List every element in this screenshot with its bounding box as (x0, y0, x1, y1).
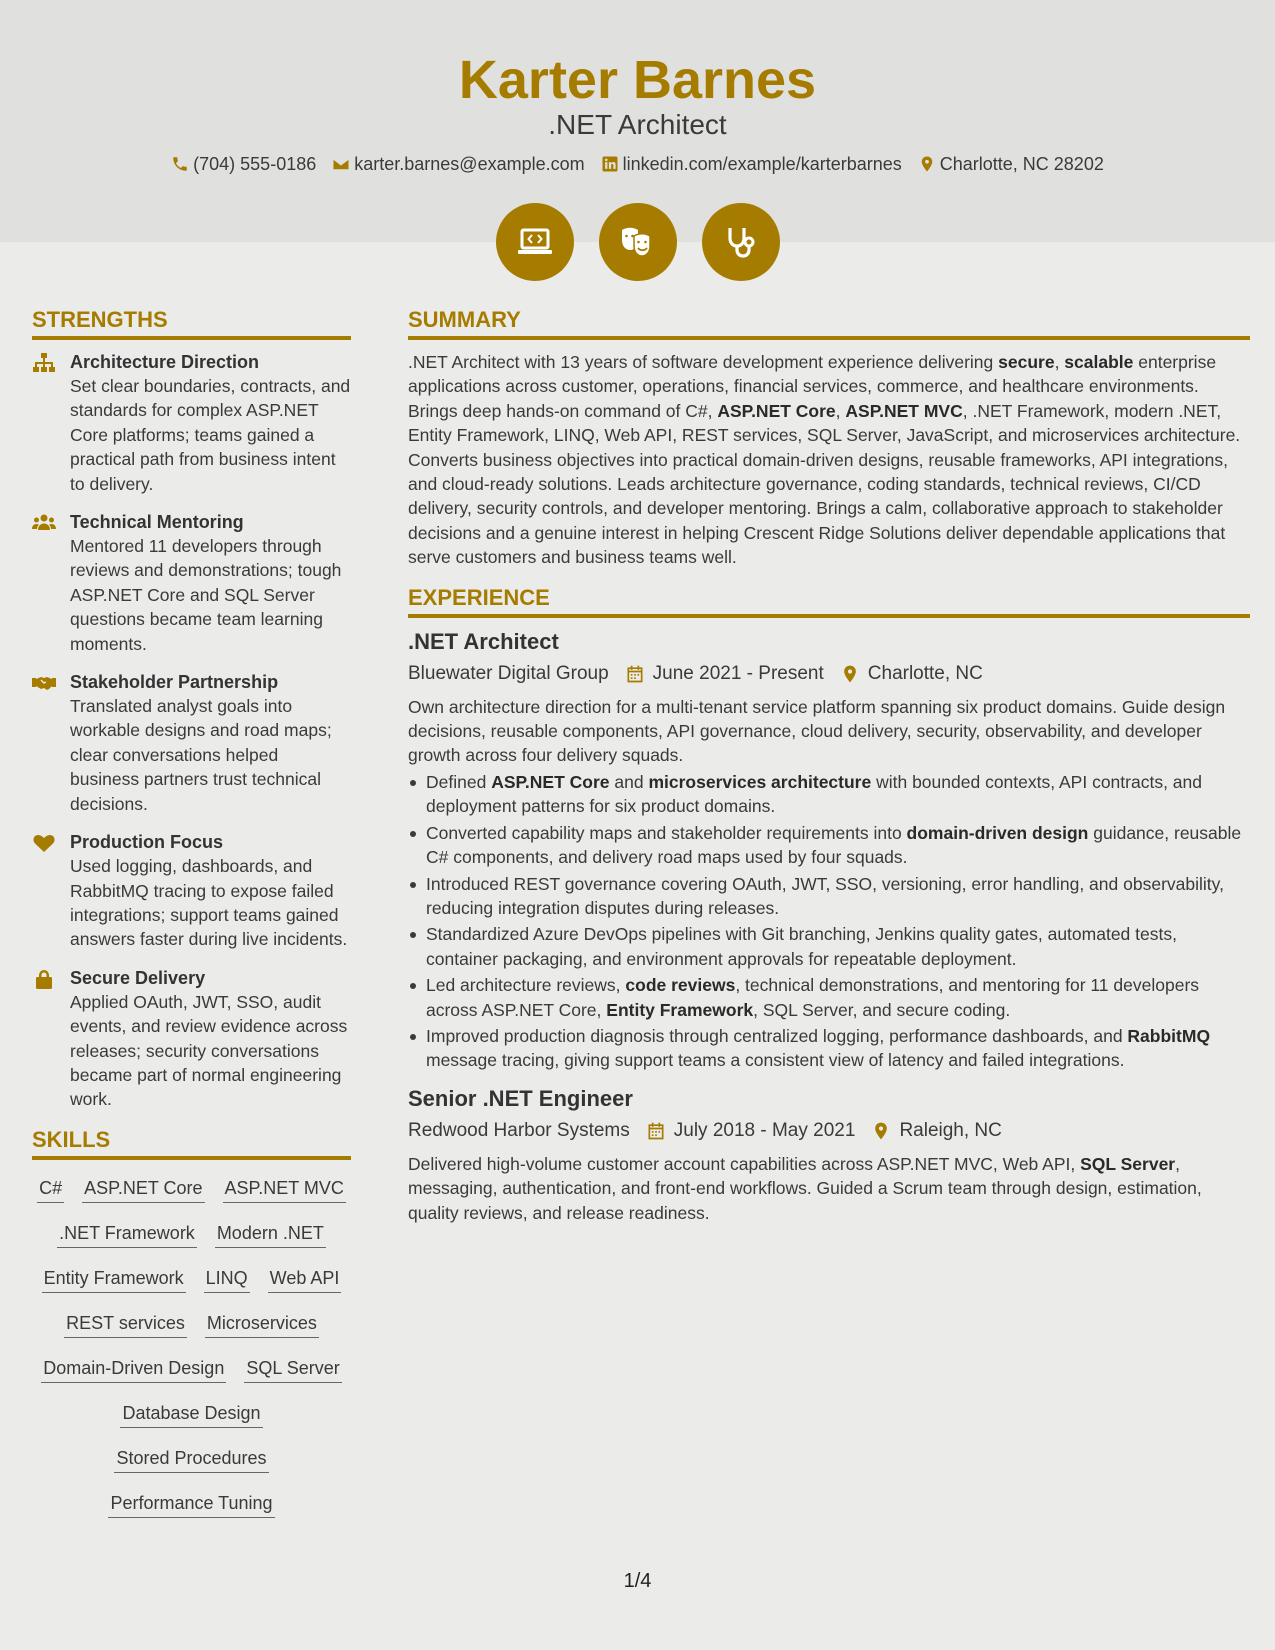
skills-list (32, 1170, 351, 1530)
list-item: Converted capability maps and stakeholder requirements into domain-driven design guidance, reusable C# components, and delivery road maps used by four squads. (408, 821, 1250, 870)
job-company: Bluewater Digital Group (408, 662, 609, 684)
skill-tag: Domain-Driven Design (41, 1356, 226, 1383)
main-content (408, 306, 1250, 1225)
badge-masks (599, 203, 677, 281)
badge-laptop (496, 203, 574, 281)
job-bullets (408, 770, 1250, 1073)
skill-tag: Database Design (120, 1401, 262, 1428)
summary-text: .NET Architect with 13 years of software development experience delivering secure, scalable enterprise applications across customer, operations, financial services, commerce, and healthcare environments. Brings deep hands-on command of C#, ASP.NET Core, ASP.NET MVC, .NET Framework, modern .NET, Entity Framework, LINQ, Web API, REST services, SQL Server, JavaScript, and microservices architecture. Converts business objectives into practical domain-driven designs, reusable frameworks, API integrations, and cloud-ready solutions. Leads architecture governance, coding standards, technical reviews, CI/CD delivery, security controls, and developer mentoring. Brings a calm, collaborative approach to stakeholder decisions and a genuine interest in helping Crescent Ridge Solutions deliver dependable applications that serve customers and business teams well. (408, 352, 1241, 568)
theater-masks-icon (618, 222, 658, 262)
list-item: Led architecture reviews, code reviews, technical demonstrations, and mentoring for 11 developers across ASP.NET Core, Entity Framework, SQL Server, and secure coding. (408, 973, 1250, 1022)
stethoscope-icon (721, 222, 761, 262)
experience-list (408, 628, 1250, 1225)
job-description: Own architecture direction for a multi-tenant service platform spanning six product domains. Guide design decisions, reusable components, API governance, cloud delivery, security, observability, and developer growth across four delivery squads. (408, 696, 1226, 766)
candidate-name: Karter Barnes (458, 50, 817, 110)
map-pin-icon (871, 1121, 891, 1141)
job-description: Delivered high-volume customer account capabilities across ASP.NET MVC, Web API, SQL Server, messaging, authentication, and front-end workflows. Guided a Scrum team through design, estimation, quality reviews, and release readiness. (408, 1153, 1202, 1223)
list-item: Introduced REST governance covering OAuth, JWT, SSO, versioning, error handling, and observability, reducing integration disputes during releases. (408, 872, 1250, 921)
handshake-icon (32, 673, 56, 693)
skills-heading: SKILLS (32, 1126, 351, 1160)
candidate-title: .NET Architect (548, 109, 727, 140)
skill-tag: ASP.NET Core (82, 1176, 204, 1203)
skill-row (32, 1350, 351, 1395)
strength-item: Production Focus Used logging, dashboards, and RabbitMQ tracing to expose failed integrations; support teams gained answers faster during live incidents. (32, 830, 351, 952)
strength-item: Architecture Direction Set clear boundaries, contracts, and standards for complex ASP.NET Core platforms; teams gained a practical path from business intent to delivery. (32, 350, 351, 496)
contact-location: Charlotte, NC 28202 (918, 152, 1104, 176)
users-icon (32, 513, 56, 533)
sitemap-icon (32, 353, 56, 373)
job-location: Charlotte, NC (840, 659, 983, 689)
map-pin-icon (918, 155, 936, 173)
contact-phone[interactable]: (704) 555-0186 (171, 152, 316, 176)
job-meta (408, 659, 1250, 689)
job-company: Redwood Harbor Systems (408, 1119, 630, 1141)
skill-row (32, 1215, 351, 1260)
list-item: Standardized Azure DevOps pipelines with Git branching, Jenkins quality gates, automated tests, container packaging, and environment approvals for repeatable deployment. (408, 922, 1250, 971)
skill-row (32, 1440, 351, 1485)
sidebar (32, 306, 351, 1530)
skill-tag: Web API (268, 1266, 342, 1293)
job-meta (408, 1116, 1250, 1146)
lock-icon (32, 969, 56, 989)
calendar-icon (646, 1121, 666, 1141)
skill-row (32, 1260, 351, 1305)
contact-linkedin[interactable]: linkedin.com/example/karterbarnes (601, 152, 902, 176)
list-item: Improved production diagnosis through centralized logging, performance dashboards, and RabbitMQ message tracing, giving support teams a consistent view of latency and failed integrations. (408, 1024, 1250, 1073)
strength-item: Secure Delivery Applied OAuth, JWT, SSO, audit events, and review evidence across releases; security conversations became part of normal engineering work. (32, 966, 351, 1112)
job-dates: June 2021 - Present (625, 659, 824, 689)
strength-item: Stakeholder Partnership Translated analyst goals into workable designs and road maps; clear conversations helped business partners trust technical decisions. (32, 670, 351, 816)
calendar-icon (625, 664, 645, 684)
skill-row (32, 1395, 351, 1440)
job-dates: July 2018 - May 2021 (646, 1116, 856, 1146)
skill-tag: .NET Framework (57, 1221, 197, 1248)
job-entry (408, 628, 1250, 1073)
list-item: Defined ASP.NET Core and microservices architecture with bounded contexts, API contracts, and deployment patterns for six product domains. (408, 770, 1250, 819)
skill-tag: Microservices (205, 1311, 319, 1338)
linkedin-icon (601, 155, 619, 173)
job-location: Raleigh, NC (871, 1116, 1001, 1146)
skill-row (32, 1305, 351, 1350)
contact-bar (0, 152, 1275, 176)
job-entry (408, 1085, 1250, 1225)
heart-icon (32, 833, 56, 853)
skill-tag: REST services (64, 1311, 187, 1338)
interest-badges (0, 203, 1275, 281)
skill-tag: C# (37, 1176, 64, 1203)
contact-email[interactable]: karter.barnes@example.com (332, 152, 584, 176)
map-pin-icon (840, 664, 860, 684)
skill-tag: Modern .NET (215, 1221, 326, 1248)
strength-item: Technical Mentoring Mentored 11 developers through reviews and demonstrations; tough ASP.NET Core and SQL Server questions became team learning moments. (32, 510, 351, 656)
skill-tag: Stored Procedures (114, 1446, 268, 1473)
badge-stethoscope (702, 203, 780, 281)
laptop-code-icon (515, 222, 555, 262)
strengths-heading: STRENGTHS (32, 306, 351, 340)
skill-tag: Performance Tuning (108, 1491, 274, 1518)
summary-heading: SUMMARY (408, 306, 1250, 340)
skill-tag: Entity Framework (42, 1266, 186, 1293)
phone-icon (171, 155, 189, 173)
experience-heading: EXPERIENCE (408, 584, 1250, 618)
skill-tag: ASP.NET MVC (223, 1176, 346, 1203)
job-title: Senior .NET Engineer (408, 1085, 633, 1111)
skill-row (32, 1170, 351, 1215)
job-title: .NET Architect (408, 628, 559, 654)
page-number: 1/4 (623, 1570, 652, 1592)
skill-row (32, 1485, 351, 1530)
skill-tag: LINQ (204, 1266, 250, 1293)
envelope-icon (332, 155, 350, 173)
skill-tag: SQL Server (244, 1356, 341, 1383)
